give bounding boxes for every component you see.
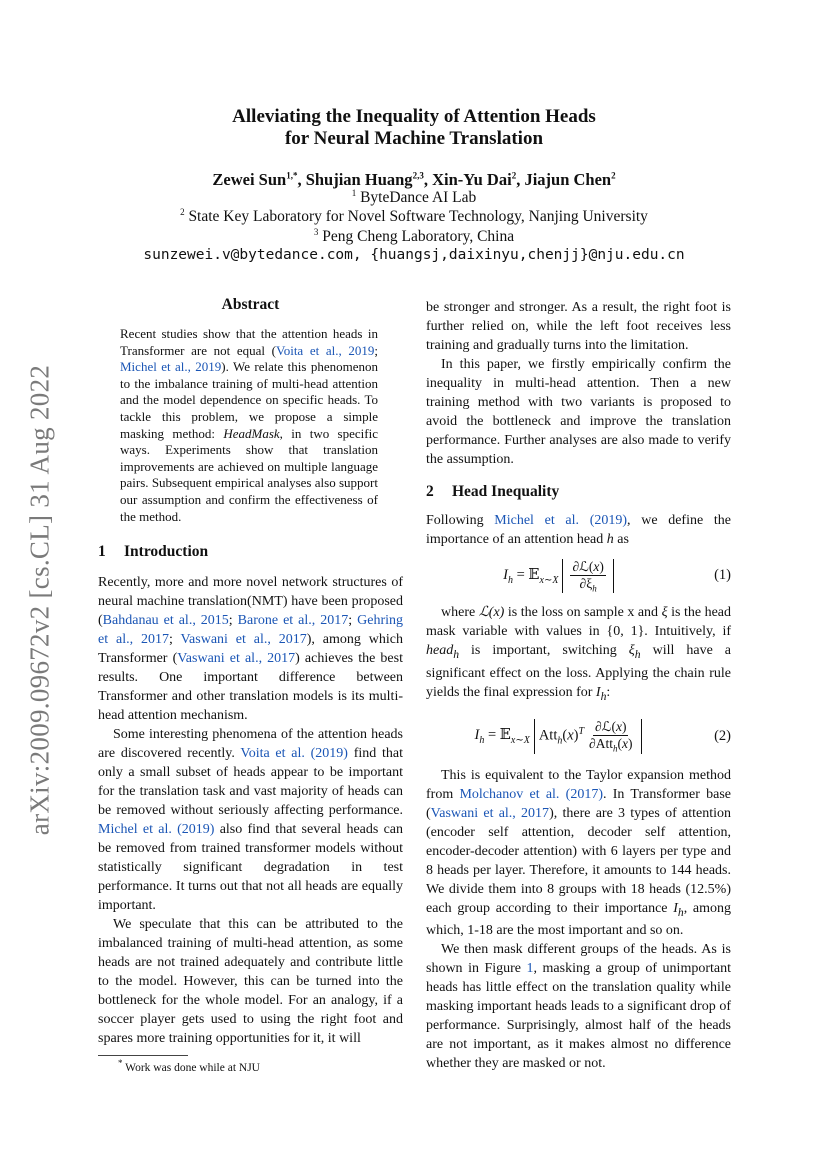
author-name: Shujian Huang <box>305 170 413 189</box>
citation-link[interactable]: Barone et al., 2017 <box>237 613 349 629</box>
section-heading-introduction <box>98 543 403 561</box>
body-text: as <box>613 532 629 547</box>
section-number: 2 <box>426 483 434 500</box>
title-line-2: for Neural Machine Translation <box>284 128 544 149</box>
citation-link[interactable]: Michel et al., 2019 <box>120 359 222 375</box>
sec2-paragraph-3 <box>426 766 731 941</box>
section-title: Introduction <box>124 543 209 561</box>
citation-link[interactable]: Molchanov et al. (2017) <box>459 786 604 802</box>
math-subscript: h <box>677 905 684 919</box>
abstract-text: ; <box>374 342 378 358</box>
equation-2-body: $I_h$ = 𝔼$_{x\sim X}$ $Att_h(x)^T$ $\frac{\text{∂ℒ(x)}}{\partial Att_h(x)}$ <box>426 714 691 760</box>
math-variable: I <box>595 684 601 700</box>
author-name: Xin-Yu Dai <box>432 170 512 189</box>
method-name: HeadMask <box>223 425 280 441</box>
arxiv-identifier: arXiv:2009.09672v2 [cs.CL] 31 Aug 2022 <box>24 364 55 836</box>
body-text: , among which, 1-18 are the most important and so on. <box>426 900 732 939</box>
equation-1-number: (1) <box>714 567 731 583</box>
body-text: : <box>606 684 611 700</box>
citation-link[interactable]: Voita et al., 2019 <box>276 342 375 358</box>
author-affil-mark: 2 <box>611 170 616 181</box>
body-text: ; <box>348 613 358 629</box>
paper-title <box>100 106 728 150</box>
author-emails: sunzewei.v@bytedance.com, {huangsj,daixinyu,chenjj}@nju.edu.cn <box>143 247 685 263</box>
section-title: Head Inequality <box>452 483 560 500</box>
footnote <box>118 1058 260 1074</box>
body-text: , we define the importance of an attention head <box>426 513 731 547</box>
arxiv-sidebar <box>10 330 70 870</box>
author-name: Zewei Sun <box>212 170 287 189</box>
sec2-paragraph-4 <box>426 940 731 1073</box>
footnote-mark: * <box>118 1058 123 1069</box>
math-subscript: h <box>600 689 607 703</box>
body-text: will have a significant effect on the loss. Applying the chain rule yields the final expression for <box>426 643 732 700</box>
footnote-divider <box>98 1055 188 1056</box>
footnote-text: Work was done while at NJU <box>125 1062 260 1074</box>
citation-link[interactable]: Vaswani et al., 2017 <box>430 805 550 821</box>
abstract-text: Recent studies show that the attention heads in Transformer are not equal ( <box>120 326 378 358</box>
affiliation-mark: 2 <box>180 206 185 217</box>
equation-1-body: $I_h$ = 𝔼$_{x\sim X}$ $\frac{\text{∂ℒ(x)}}{\partial\xi_h}$ <box>426 553 691 599</box>
math-variable: head <box>426 643 454 658</box>
citation-link[interactable]: Bahdanau et al., 2015 <box>102 613 229 629</box>
math-variable: ξ <box>661 605 668 620</box>
body-text: is the loss on sample x and <box>504 605 662 620</box>
body-text: find that only a small subset of heads appear to be important for the translation task and vast majority of heads can be removed without seriously affecting performance. <box>98 746 403 819</box>
figure-link[interactable]: 1 <box>526 961 534 977</box>
body-text: Following <box>426 513 495 528</box>
citation-link[interactable]: Gehring et al., 2017 <box>98 613 404 648</box>
body-text: Recently, more and more novel network structures of neural machine translation(NMT) have been proposed ( <box>98 575 403 629</box>
math-variable: ℒ(x) <box>478 605 505 620</box>
math-subscript: h <box>453 647 460 661</box>
body-text: We then mask different groups of the heads. As is shown in Figure <box>426 942 731 977</box>
title-line-1: Alleviating the Inequality of Attention Heads <box>232 106 596 127</box>
citation-link[interactable]: Michel et al. (2019) <box>98 822 215 838</box>
intro-paragraph-2 <box>98 725 403 915</box>
body-text: This is equivalent to the Taylor expansion method from <box>426 767 731 802</box>
affiliation-text: ByteDance AI Lab <box>360 189 477 206</box>
right-column <box>426 298 731 1073</box>
affiliation-text: State Key Laboratory for Novel Software Technology, Nanjing University <box>188 208 648 225</box>
section-heading-head-inequality <box>426 483 731 501</box>
author-affil-mark: 1,* <box>286 170 298 181</box>
math-subscript: h <box>634 647 641 661</box>
abstract-text: ). We relate this phenomenon to the imbalance training of multi-head attention and the model dependence on specific heads. To tackle this problem, we propose a simple masking method: <box>120 359 379 441</box>
body-text: ; <box>168 632 181 648</box>
body-text: ; <box>228 613 238 629</box>
citation-link[interactable]: Voita et al. (2019) <box>240 746 348 762</box>
body-text: where <box>441 605 479 620</box>
citation-link[interactable]: Vaswani et al., 2017 <box>177 651 296 667</box>
sec2-paragraph-2 <box>426 603 731 706</box>
intro-paragraph-4: In this paper, we firstly empirically confirm the inequality in multi-head attention. Then a new training method with two variants is proposed to avoid the bottleneck and improve the translation performance. Further analyses are also made to verify the assumption. <box>426 357 731 467</box>
math-variable: ξ <box>628 643 635 658</box>
author-affil-mark: 2 <box>511 170 517 181</box>
body-text: . In Transformer base ( <box>426 786 732 821</box>
intro-paragraph-1 <box>98 573 403 725</box>
citation-link[interactable]: Vaswani et al., 2017 <box>180 632 307 648</box>
citation-link[interactable]: Michel et al. (2019) <box>494 513 628 528</box>
left-column <box>98 296 403 1048</box>
body-text: , masking a group of unimportant heads has little effect on the translation quality while masking important heads leads to a significant drop of performance. Surprisingly, almost half of the heads are not important, as it makes almost no difference whether they are masked or not. <box>426 961 731 1072</box>
equation-2-number: (2) <box>714 727 731 744</box>
affiliation-mark: 1 <box>351 187 357 198</box>
abstract-heading: Abstract <box>221 296 280 313</box>
intro-paragraph-continued: be stronger and stronger. As a result, the right foot is further relied on, while the left foot receives less training and gradually turns into the limitation. <box>426 300 731 353</box>
affiliation-text: Peng Cheng Laboratory, China <box>322 228 515 245</box>
affiliation-mark: 3 <box>313 226 319 237</box>
author-list: Zewei Sun$^{1,*}$, Shujian Huang$^{2,3}$, Xin-Yu Dai$^2$, Jiajun Chen$^2$ <box>212 170 616 189</box>
abstract-text: , in two specific ways. Experiments show that translation improvements are achieved on multiple language pairs. Subsequent empirical analyses also support our assumption and confirm the effectiveness of the method. <box>120 425 378 524</box>
equation-2 <box>426 714 731 760</box>
body-text: is important, switching <box>459 643 629 658</box>
abstract-body <box>120 326 378 525</box>
body-text: also find that several heads can be removed from trained transformer models without statistically significant degradation in test performance. It turns out that not all heads are equally important. <box>98 822 404 914</box>
equation-1 <box>426 553 731 599</box>
body-text: is the head mask variable with values in {0, 1}. Intuitively, if <box>426 605 731 639</box>
intro-paragraph-3: We speculate that this can be attributed to the imbalanced training of multi-head attention, as some heads are not trained adequately and contribute little to the model. However, this can be turned into the bottleneck for the whole model. For an analogy, if a soccer player gets used to using the right foot and spares more training opportunities for it, it will <box>98 917 403 1047</box>
author-name: Jiajun Chen <box>524 170 612 189</box>
sec2-paragraph-1 <box>426 511 731 549</box>
affiliation <box>60 208 768 226</box>
body-text: ), among which Transformer ( <box>98 632 403 667</box>
body-text: ), there are 3 types of attention (encoder self attention, decoder self attention, encoder-decoder attention) with 6 layers per type and 8 heads per layer. Therefore, it amounts to 144 heads. We divide them into 8 groups with 18 heads (12.5%) each group according to their importance <box>426 805 731 916</box>
body-text: Some interesting phenomena of the attention heads are discovered recently. <box>98 727 403 762</box>
math-variable: h <box>606 532 614 547</box>
body-text: ) achieves the best results. One important difference between Transformer and other translation models is its multi-head attention mechanism. <box>98 651 403 724</box>
section-number: 1 <box>98 543 106 561</box>
math-variable: I <box>673 900 678 916</box>
author-affil-mark: 2,3 <box>412 170 424 181</box>
affiliation <box>60 228 768 246</box>
affiliation <box>60 189 768 207</box>
